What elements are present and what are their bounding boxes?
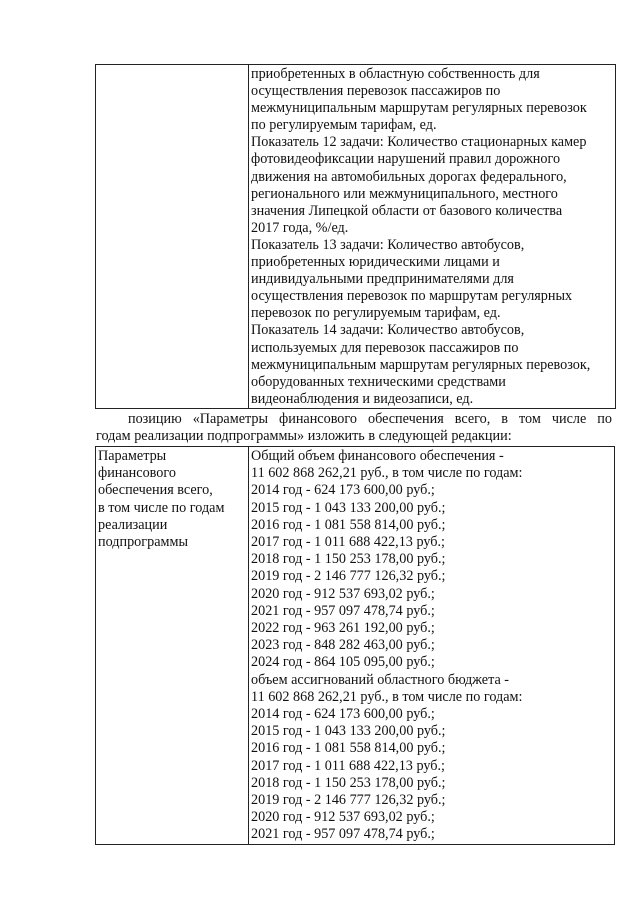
indicators-left-cell [96,65,249,409]
financing-value-line: 2016 год - 1 081 558 814,00 руб.; [251,516,446,533]
indicator-text-line: по регулируемым тарифам, ед. [251,117,437,134]
indicator-text-line: осуществления перевозок пассажиров по [251,83,501,100]
financing-value-line: 2014 год - 624 173 600,00 руб.; [251,482,435,499]
indicator-text-line: движения на автомобильных дорогах федерального, [251,168,567,185]
financing-value-line: 2018 год - 1 150 253 178,00 руб.; [251,774,446,791]
indicator-text-line: используемых для перевозок пассажиров по [251,339,519,356]
indicator-text-line: приобретенных юридическими лицами и [251,254,500,271]
indicator-text-line: приобретенных в областную собственность для [251,66,540,82]
financing-value-line: 2020 год - 912 537 693,02 руб.; [251,585,435,602]
financing-value-line: 2018 год - 1 150 253 178,00 руб.; [251,551,446,568]
financing-value-line: 2017 год - 1 011 688 422,13 руб.; [251,534,445,551]
indicator-text-line: фотовидеофиксации нарушений правил дорожного [251,151,561,168]
financing-label-line: реализации [98,516,168,533]
indicator-text-line: регионального или межмуниципального, местного [251,185,558,202]
indicator-text-line: осуществления перевозок по маршрутам регулярных [251,288,573,305]
indicator-text-line: межмуниципальным маршрутам регулярных перевозок [251,100,587,117]
indicator-text-line: 2017 года, %/ед. [251,219,349,236]
financing-label-line: обеспечения всего, [98,482,213,499]
indicator-text-line: индивидуальными предпринимателями для [251,271,514,288]
financing-row [96,447,615,845]
financing-value-line: 2015 год - 1 043 133 200,00 руб.; [251,499,446,516]
indicator-text-line: Показатель 13 задачи: Количество автобусов, [251,236,525,253]
financing-value-line: 2021 год - 957 097 478,74 руб.; [251,602,435,619]
financing-value-line: 2019 год - 2 146 777 126,32 руб.; [251,568,446,585]
financing-value-line: 2020 год - 912 537 693,02 руб.; [251,809,435,826]
financing-value-line: 2015 год - 1 043 133 200,00 руб.; [251,723,446,740]
financing-value-line: 2017 год - 1 011 688 422,13 руб.; [251,757,445,774]
financing-values-cell [249,447,615,845]
amendment-paragraph [96,411,612,445]
financing-value-line: 2022 год - 963 261 192,00 руб.; [251,620,435,637]
financing-value-line: объем ассигнований областного бюджета - [251,671,510,688]
financing-value-line: 11 602 868 262,21 руб., в том числе по годам: [251,465,523,482]
financing-label-line: финансового [98,465,176,482]
indicator-text-line: межмуниципальным маршрутам регулярных перевозок, [251,356,591,373]
financing-value-line: 2016 год - 1 081 558 814,00 руб.; [251,740,446,757]
financing-label-line: подпрограммы [98,534,188,551]
amendment-line-1: позицию «Параметры финансового обеспечения всего, в том числе по [128,411,612,427]
financing-table [95,446,615,845]
indicator-text-line: значения Липецкой области от базового количества [251,202,563,219]
financing-label-cell [96,447,249,845]
financing-label-line: Параметры [98,448,167,464]
financing-label-line: в том числе по годам [98,499,225,516]
financing-value-line: 2024 год - 864 105 095,00 руб.; [251,654,435,671]
financing-value-line: Общий объем финансового обеспечения - [251,448,504,464]
financing-value-line: 2014 год - 624 173 600,00 руб.; [251,706,435,723]
financing-value-line: 11 602 868 262,21 руб., в том числе по годам: [251,688,523,705]
amendment-line-2: годам реализации подпрограммы» изложить в следующей редакции: [96,428,512,444]
indicator-text-line: Показатель 14 задачи: Количество автобусов, [251,322,525,339]
financing-value-line: 2021 год - 957 097 478,74 руб.; [251,826,435,843]
indicators-table [95,64,616,409]
indicator-text-line: видеонаблюдения и видеозаписи, ед. [251,390,474,407]
indicator-text-line: оборудованных техническими средствами [251,373,506,390]
financing-value-line: 2019 год - 2 146 777 126,32 руб.; [251,792,446,809]
indicators-row [96,65,616,409]
indicators-right-cell [249,65,616,409]
financing-value-line: 2023 год - 848 282 463,00 руб.; [251,637,435,654]
indicator-text-line: перевозок по регулируемым тарифам, ед. [251,305,501,322]
indicator-text-line: Показатель 12 задачи: Количество стационарных камер [251,134,587,151]
